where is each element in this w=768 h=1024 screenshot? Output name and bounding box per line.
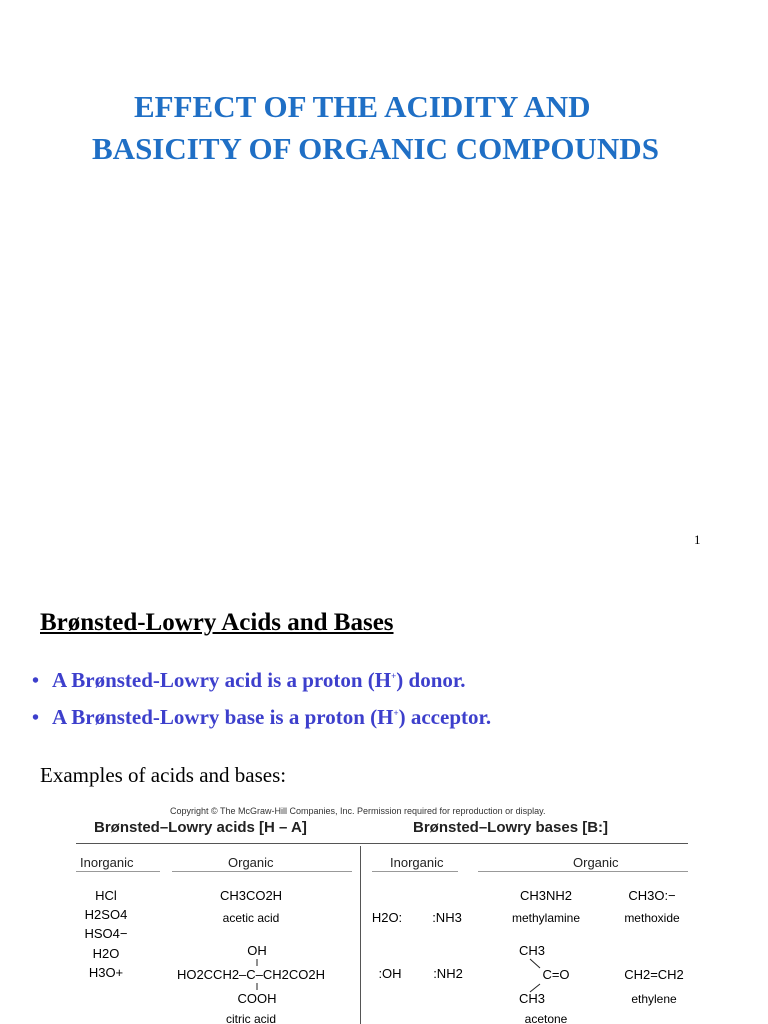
citric-acid-name: citric acid xyxy=(225,1012,277,1024)
hydroxide-formula: :OH xyxy=(378,966,402,981)
bases-organic-header: Organic xyxy=(573,855,619,870)
bullet-text: A Brønsted-Lowry base is a proton (H xyxy=(52,705,394,729)
hydronium-formula: H3O+ xyxy=(88,965,124,980)
acids-header: Brønsted–Lowry acids [H – A] xyxy=(94,819,307,836)
citric-cooh-label: COOH xyxy=(237,991,277,1006)
copyright-notice: Copyright © The McGraw-Hill Companies, Inc. Permission required for reproduction or display. xyxy=(170,806,546,816)
ethylene-formula: CH2=CH2 xyxy=(624,967,684,982)
acids-inorganic-header: Inorganic xyxy=(80,855,134,870)
sulfuric-acid-formula: H2SO4 xyxy=(84,907,128,922)
slide-title-line-1: EFFECT OF THE ACIDITY AND xyxy=(134,89,591,124)
bullet-acid-definition xyxy=(32,668,466,693)
amide-formula: :NH2 xyxy=(433,966,463,981)
citric-acid-formula: HO2CCH2–C–CH2CO2H xyxy=(176,967,326,982)
hcl-formula: HCl xyxy=(95,888,117,903)
ethylene-name: ethylene xyxy=(631,992,677,1006)
bullet-dot-icon: • xyxy=(32,707,40,729)
bullet-text: A Brønsted-Lowry acid is a proton (H xyxy=(52,668,392,692)
methoxide-name: methoxide xyxy=(624,911,680,925)
methylamine-name: methylamine xyxy=(511,911,581,925)
slide-heading: Brønsted-Lowry Acids and Bases xyxy=(40,609,394,636)
bullet-superscript: + xyxy=(391,671,397,681)
acids-bases-figure xyxy=(0,800,768,1024)
bullet-superscript: + xyxy=(393,708,399,718)
acids-organic-header: Organic xyxy=(228,855,274,870)
acetone-name: acetone xyxy=(524,1012,568,1024)
bullet-base-definition xyxy=(32,705,491,730)
acetone-bond-top xyxy=(530,959,540,968)
water-formula: H2O xyxy=(92,946,120,961)
ammonia-formula: :NH3 xyxy=(432,910,462,925)
acetic-acid-formula: CH3CO2H xyxy=(219,888,283,903)
bases-inorganic-header: Inorganic xyxy=(390,855,444,870)
bullet-dot-icon: • xyxy=(32,670,40,692)
bullet-text-end: ) donor. xyxy=(396,668,466,692)
methoxide-formula: CH3O:− xyxy=(628,888,676,903)
acetone-bottom-methyl: CH3 xyxy=(518,991,546,1006)
acetone-top-methyl: CH3 xyxy=(518,943,546,958)
citric-oh-label: OH xyxy=(247,943,267,958)
bases-header: Brønsted–Lowry bases [B:] xyxy=(413,819,609,836)
acetone-carbonyl: C=O xyxy=(542,967,570,982)
methylamine-formula: CH3NH2 xyxy=(519,888,573,903)
bullet-text-end: ) acceptor. xyxy=(398,705,492,729)
chemical-structures xyxy=(0,800,768,1024)
slide-title-line-2: BASICITY OF ORGANIC COMPOUNDS xyxy=(92,131,659,166)
page-number: 1 xyxy=(694,532,701,547)
acetic-acid-name: acetic acid xyxy=(222,911,280,925)
bisulfate-formula: HSO4− xyxy=(84,926,128,941)
water-base-formula: H2O: xyxy=(371,910,403,925)
examples-label: Examples of acids and bases: xyxy=(40,763,287,787)
